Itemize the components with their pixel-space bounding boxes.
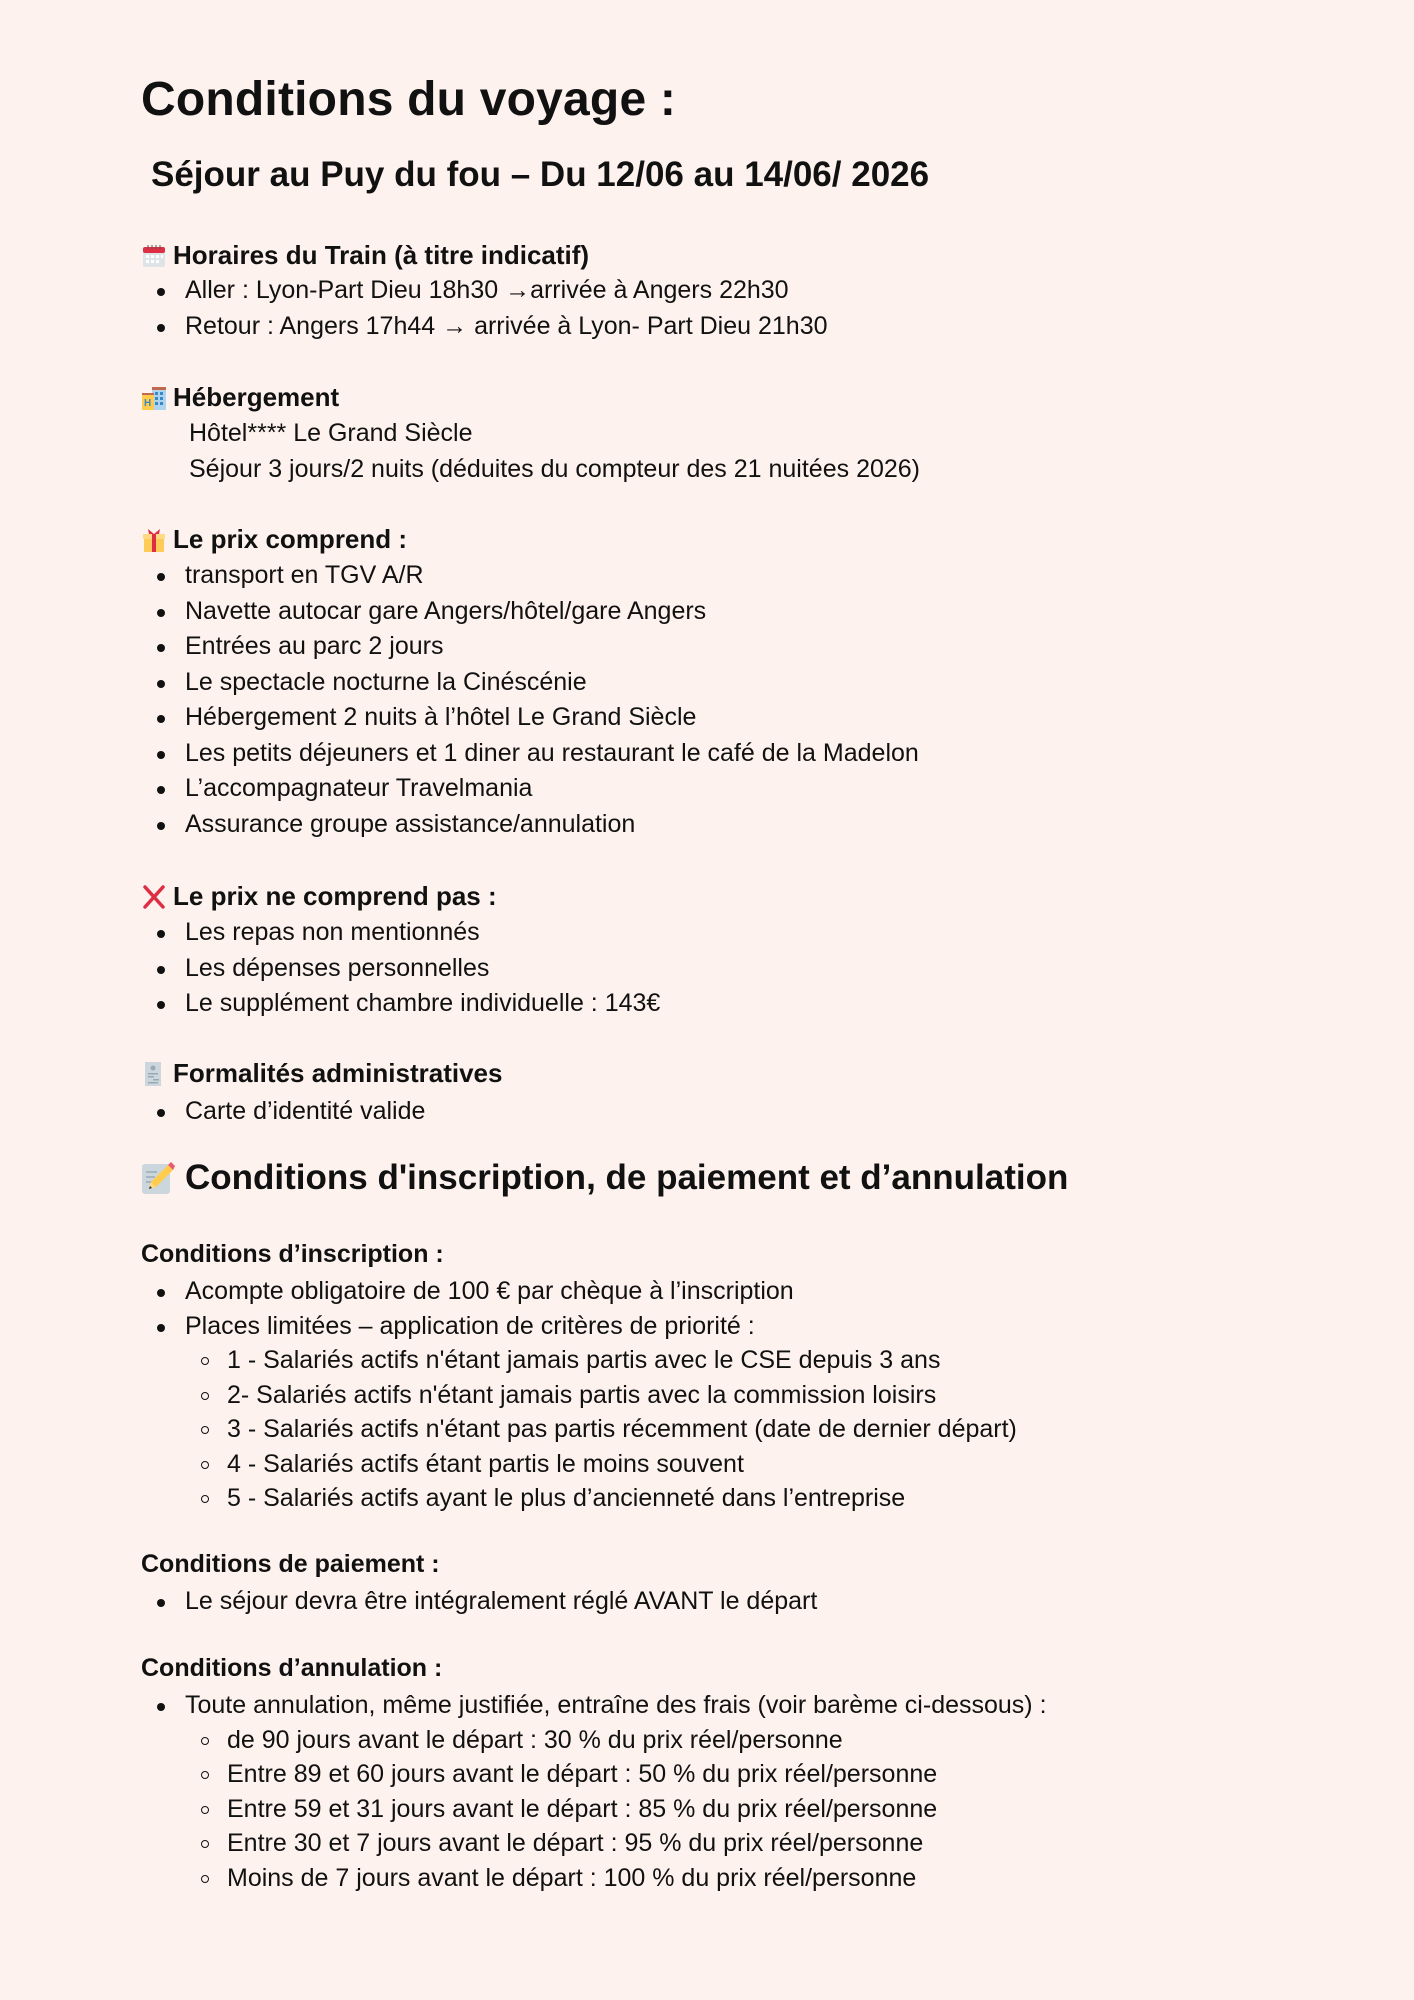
list-item: Retour : Angers 17h44 → arrivée à Lyon- Part Dieu 21h30 xyxy=(141,309,828,345)
bareme-item: Moins de 7 jours avant le départ : 100 % du prix réel/personne xyxy=(141,1861,1047,1896)
list-item: Hébergement 2 nuits à l’hôtel Le Grand Siècle xyxy=(141,700,919,736)
stay-duration: Séjour 3 jours/2 nuits (déduites du compteur des 21 nuitées 2026) xyxy=(189,454,921,483)
list-item: Carte d’identité valide xyxy=(141,1094,425,1130)
priority-item: 3 - Salariés actifs n'étant pas partis récemment (date de dernier départ) xyxy=(141,1412,1017,1447)
list-item: Places limitées – application de critères de priorité : xyxy=(141,1309,1017,1344)
annulation-heading: Conditions d’annulation : xyxy=(141,1654,443,1682)
paiement-list xyxy=(141,1584,817,1619)
priority-item: 2- Salariés actifs n'étant jamais partis avec la commission loisirs xyxy=(141,1378,1017,1413)
bareme-item: de 90 jours avant le départ : 30 % du prix réel/personne xyxy=(141,1723,1047,1758)
list-item: Navette autocar gare Angers/hôtel/gare Angers xyxy=(141,594,919,630)
list-item: Le séjour devra être intégralement réglé AVANT le départ xyxy=(141,1584,817,1619)
excluded-list xyxy=(141,915,660,1022)
list-item: Toute annulation, même justifiée, entraîne des frais (voir barème ci-dessous) : xyxy=(141,1688,1047,1723)
hotel-icon xyxy=(141,385,167,411)
inscription-heading: Conditions d’inscription : xyxy=(141,1240,444,1268)
list-item: Aller : Lyon-Part Dieu 18h30 →arrivée à Angers 22h30 xyxy=(141,273,828,309)
list-item: Le spectacle nocturne la Cinéscénie xyxy=(141,665,919,701)
priority-item: 4 - Salariés actifs étant partis le moins souvent xyxy=(141,1447,1017,1482)
priority-item: 1 - Salariés actifs n'étant jamais partis avec le CSE depuis 3 ans xyxy=(141,1343,1017,1378)
list-item: transport en TGV A/R xyxy=(141,558,919,594)
cross-mark-icon xyxy=(141,884,167,910)
list-item: Les petits déjeuners et 1 diner au restaurant le café de la Madelon xyxy=(141,736,919,772)
trip-subtitle: Séjour au Puy du fou – Du 12/06 au 14/06/ 2026 xyxy=(151,155,930,194)
formalites-list xyxy=(141,1094,425,1130)
hebergement-details xyxy=(189,416,920,487)
list-item: Assurance groupe assistance/annulation xyxy=(141,807,919,843)
paiement-heading: Conditions de paiement : xyxy=(141,1550,440,1578)
svg-text:H: H xyxy=(144,397,152,409)
bareme-item: Entre 30 et 7 jours avant le départ : 95 % du prix réel/personne xyxy=(141,1826,1047,1861)
priority-item: 5 - Salariés actifs ayant le plus d’ancienneté dans l’entreprise xyxy=(141,1481,1017,1516)
list-item: Entrées au parc 2 jours xyxy=(141,629,919,665)
section-included-heading: Le prix comprend : xyxy=(141,524,407,555)
calendar-icon xyxy=(141,243,167,269)
memo-pencil-icon xyxy=(141,1161,175,1195)
conditions-heading: Conditions d'inscription, de paiement et d’annulation xyxy=(141,1158,1068,1198)
section-formalites-heading: Formalités administratives xyxy=(141,1058,502,1089)
train-schedule-list xyxy=(141,273,828,344)
bareme-item: Entre 59 et 31 jours avant le départ : 85 % du prix réel/personne xyxy=(141,1792,1047,1827)
gift-icon xyxy=(141,527,167,553)
annulation-list xyxy=(141,1688,1047,1895)
list-item: Acompte obligatoire de 100 € par chèque à l’inscription xyxy=(141,1274,1017,1309)
inscription-list xyxy=(141,1274,1017,1516)
hotel-name: Hôtel**** Le Grand Siècle xyxy=(189,419,473,447)
list-item: Les repas non mentionnés xyxy=(141,915,660,951)
section-hebergement-heading: H Hébergement xyxy=(141,382,339,413)
included-list xyxy=(141,558,919,842)
id-card-icon xyxy=(141,1061,167,1087)
section-train-heading: Horaires du Train (à titre indicatif) xyxy=(141,240,589,271)
section-excluded-heading: Le prix ne comprend pas : xyxy=(141,881,497,912)
bareme-item: Entre 89 et 60 jours avant le départ : 50 % du prix réel/personne xyxy=(141,1757,1047,1792)
list-item: Le supplément chambre individuelle : 143€ xyxy=(141,986,660,1022)
list-item: L’accompagnateur Travelmania xyxy=(141,771,919,807)
list-item: Les dépenses personnelles xyxy=(141,951,660,987)
page-title: Conditions du voyage : xyxy=(141,73,677,126)
